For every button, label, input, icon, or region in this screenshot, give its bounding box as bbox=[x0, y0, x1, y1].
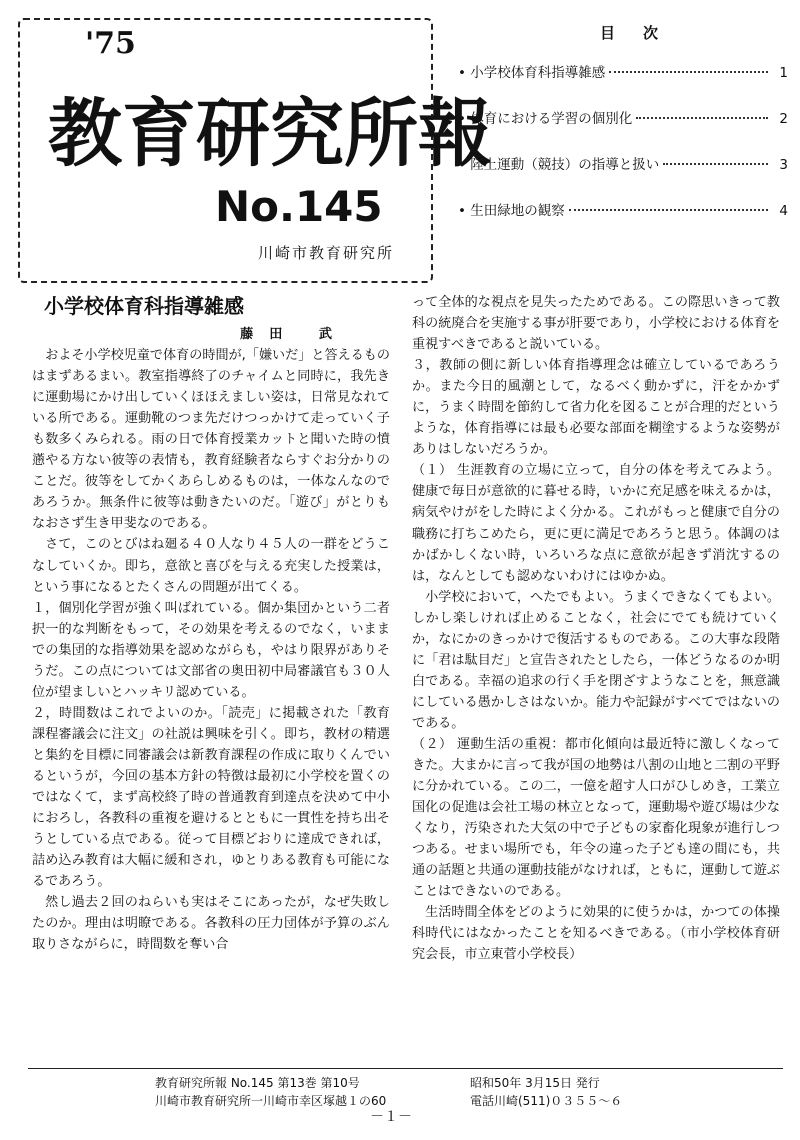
toc-item-page: 1 bbox=[779, 65, 788, 81]
toc-item-title: • 陸上運動（競技）の指導と扱い bbox=[458, 157, 660, 173]
article-paragraph: （２） 運動生活の重視：都市化傾向は最近特に激しくなってきた。大まかに言って我が国の地勢は八割の山地と二割の平野に分かれている。この二，一億を超す人口がひしめき，工業立国化の促進は会社工場の林立となって，運動場や遊び場は少なくなり，汚染された大気の中で子どもの家畜化現象が進行しつつある。せまい場所でも，年令の違った子ども達の間にも，共通の話題と共通の運動技能がなければ，ともに，運動して遊ぶことはできないのである。 bbox=[412, 736, 780, 900]
masthead-issue-number: No.145 bbox=[215, 182, 383, 231]
footer-divider bbox=[28, 1068, 783, 1069]
footer-issue-line: 教育研究所報 No.145 第13巻 第10号 bbox=[155, 1076, 360, 1090]
footer-publication-info bbox=[155, 1074, 386, 1110]
toc-item-page: 3 bbox=[779, 157, 788, 173]
toc-item[interactable] bbox=[458, 61, 788, 107]
article-paragraph: 生活時間全体をどのように効果的に使うかは，かつての体操科時代にはなかったことを知るべきである。（市小学校体育研究会長，市立東菅小学校長） bbox=[412, 905, 780, 963]
article-column-left bbox=[32, 292, 390, 955]
footer-address-line: 川崎市教育研究所一川崎市幸区塚越１の60 bbox=[155, 1094, 387, 1108]
article-paragraph: ２，時間数はこれでよいのか。｢読売」に掲載された「教育課程審議会に注文」の社説は興味を引く。即ち，教材の精選と集約を目標に同審議会は新教育課程の作成に取りくんでいるというが，今回の基本方針の特徴は最初に小学校を置くのではなくて，まず高校終了時の普通教育到達点を決めて中小におろし，各教科の重複を避けるとともに一貫性を持ち出そうとしている点である。従って目標どおりに達成できれば，詰め込み教育は大幅に緩和され，ゆとりある教育も可能になるであろう。 bbox=[32, 705, 390, 890]
article-paragraph: ３，教師の側に新しい体育指導理念は確立しているであろうか。また今日的風潮として，なるべく動かずに，汗をかかずに，うまく時間を節約して省力化を図ることが合理的だというような，体育指導には最も必要な部面を糊塗するような姿勢がありはしないだろうか。 bbox=[412, 358, 780, 458]
toc-item-page: 4 bbox=[779, 203, 788, 219]
article-paragraph: 小学校において，へたでもよい。うまくできなくてもよい。しかし楽しければ止めることなく，社会にでても続けていくか，なにかのきっかけで復活するものである。この大事な段階に「君は駄目だ」と宣告されたとしたら，一体どうなるのか明白である。幸福の追求の行く手を閉ざすようなことを，無意識にしている愚かしさはないか。能力や記録がすべてではないのである。 bbox=[412, 589, 780, 731]
toc-item-title: • 体育における学習の個別化 bbox=[458, 111, 633, 127]
footer-date-line: 昭和50年 3月15日 発行 bbox=[470, 1076, 600, 1090]
toc-item-page: 2 bbox=[779, 111, 788, 127]
masthead-year: '75 bbox=[85, 26, 136, 61]
toc-item[interactable] bbox=[458, 107, 788, 153]
article-title: 小学校体育科指導雑感 bbox=[44, 294, 244, 318]
article-paragraph: （１） 生涯教育の立場に立って，自分の体を考えてみよう。健康で毎日が意欲的に暮せる時，いかに充足感を味えるかは，病気やけがをした時によく分かる。これがもっと健康で自分の職務に打ちこめたら，更に更に満足であろうと思う。体調のはかばかしくない時，いろいろな点に意欲が起きず消沈するのは，なんとしても認めないわけにはゆかぬ。 bbox=[412, 463, 780, 584]
article-paragraph: って全体的な視点を見失ったためである。この際思いきって教科の統廃合を実施する事が肝要であり，小学校における体育を重視すべきであると説いている。 bbox=[412, 295, 780, 353]
toc-item[interactable] bbox=[458, 153, 788, 199]
footer-date-phone bbox=[470, 1074, 622, 1110]
toc-item-title: • 小学校体育科指導雑感 bbox=[458, 65, 606, 81]
page-number: －１－ bbox=[370, 1109, 412, 1125]
toc-item-title: • 生田緑地の観察 bbox=[458, 203, 565, 219]
table-of-contents bbox=[458, 22, 788, 245]
toc-item[interactable] bbox=[458, 199, 788, 245]
article-paragraph: およそ小学校児童で体育の時間が,「嫌いだ」と答えるものはまずあるまい。教室指導終了のチャイムと同時に，我先きに運動場にかけ出していくほほえましい姿は，日常見なれている所である。運動靴のつま先だけつっかけて走っていく子も数多くみられる。雨の日で体育授業カットと聞いた時の憤懣やる方ない彼等の表情も，教育経験者ならすぐお分かりのことだ。彼等をしてかくあらしめるものは，一体なんなのであろうか。無条件に彼等は動きたいのだ。「遊び」がとりもなおさず生き甲斐なのである。 bbox=[32, 348, 390, 532]
article-paragraph: １，個別化学習が強く叫ばれている。個か集団かという二者択一的な判断をもって，その効果を考えるのでなく，いままでの集団的な指導効果を認めながらも，やはり限界がありそうだ。この点については文部省の奥田初中局審議官も３０人位が望ましいとハッキリ認めている。 bbox=[32, 600, 390, 700]
toc-leader-dots bbox=[663, 163, 768, 165]
article-paragraph: さて，このとびはね廻る４０人なり４５人の一群をどうこなしていくか。即ち，意欲と喜びを与える充実した授業は，という事になるとたくさんの問題が出てくる。 bbox=[32, 537, 390, 595]
article-paragraph: 然し過去２回のねらいも実はそこにあったが，なぜ失敗したのか。理由は明瞭である。各教科の圧力団体が予算のぶん取りさながらに，時間数を奪い合 bbox=[32, 895, 390, 953]
masthead-title: 教育研究所報 bbox=[48, 91, 492, 177]
toc-leader-dots bbox=[569, 209, 768, 211]
toc-leader-dots bbox=[609, 71, 768, 73]
article-column-right bbox=[412, 292, 780, 966]
article-author: 藤田 武 bbox=[240, 327, 348, 342]
masthead bbox=[18, 18, 492, 283]
toc-leader-dots bbox=[636, 117, 768, 119]
footer-phone-line: 電話川崎(511)０３５５～６ bbox=[470, 1094, 623, 1108]
masthead-publisher: 川崎市教育研究所 bbox=[258, 244, 395, 262]
toc-heading: 目次 bbox=[599, 24, 686, 42]
